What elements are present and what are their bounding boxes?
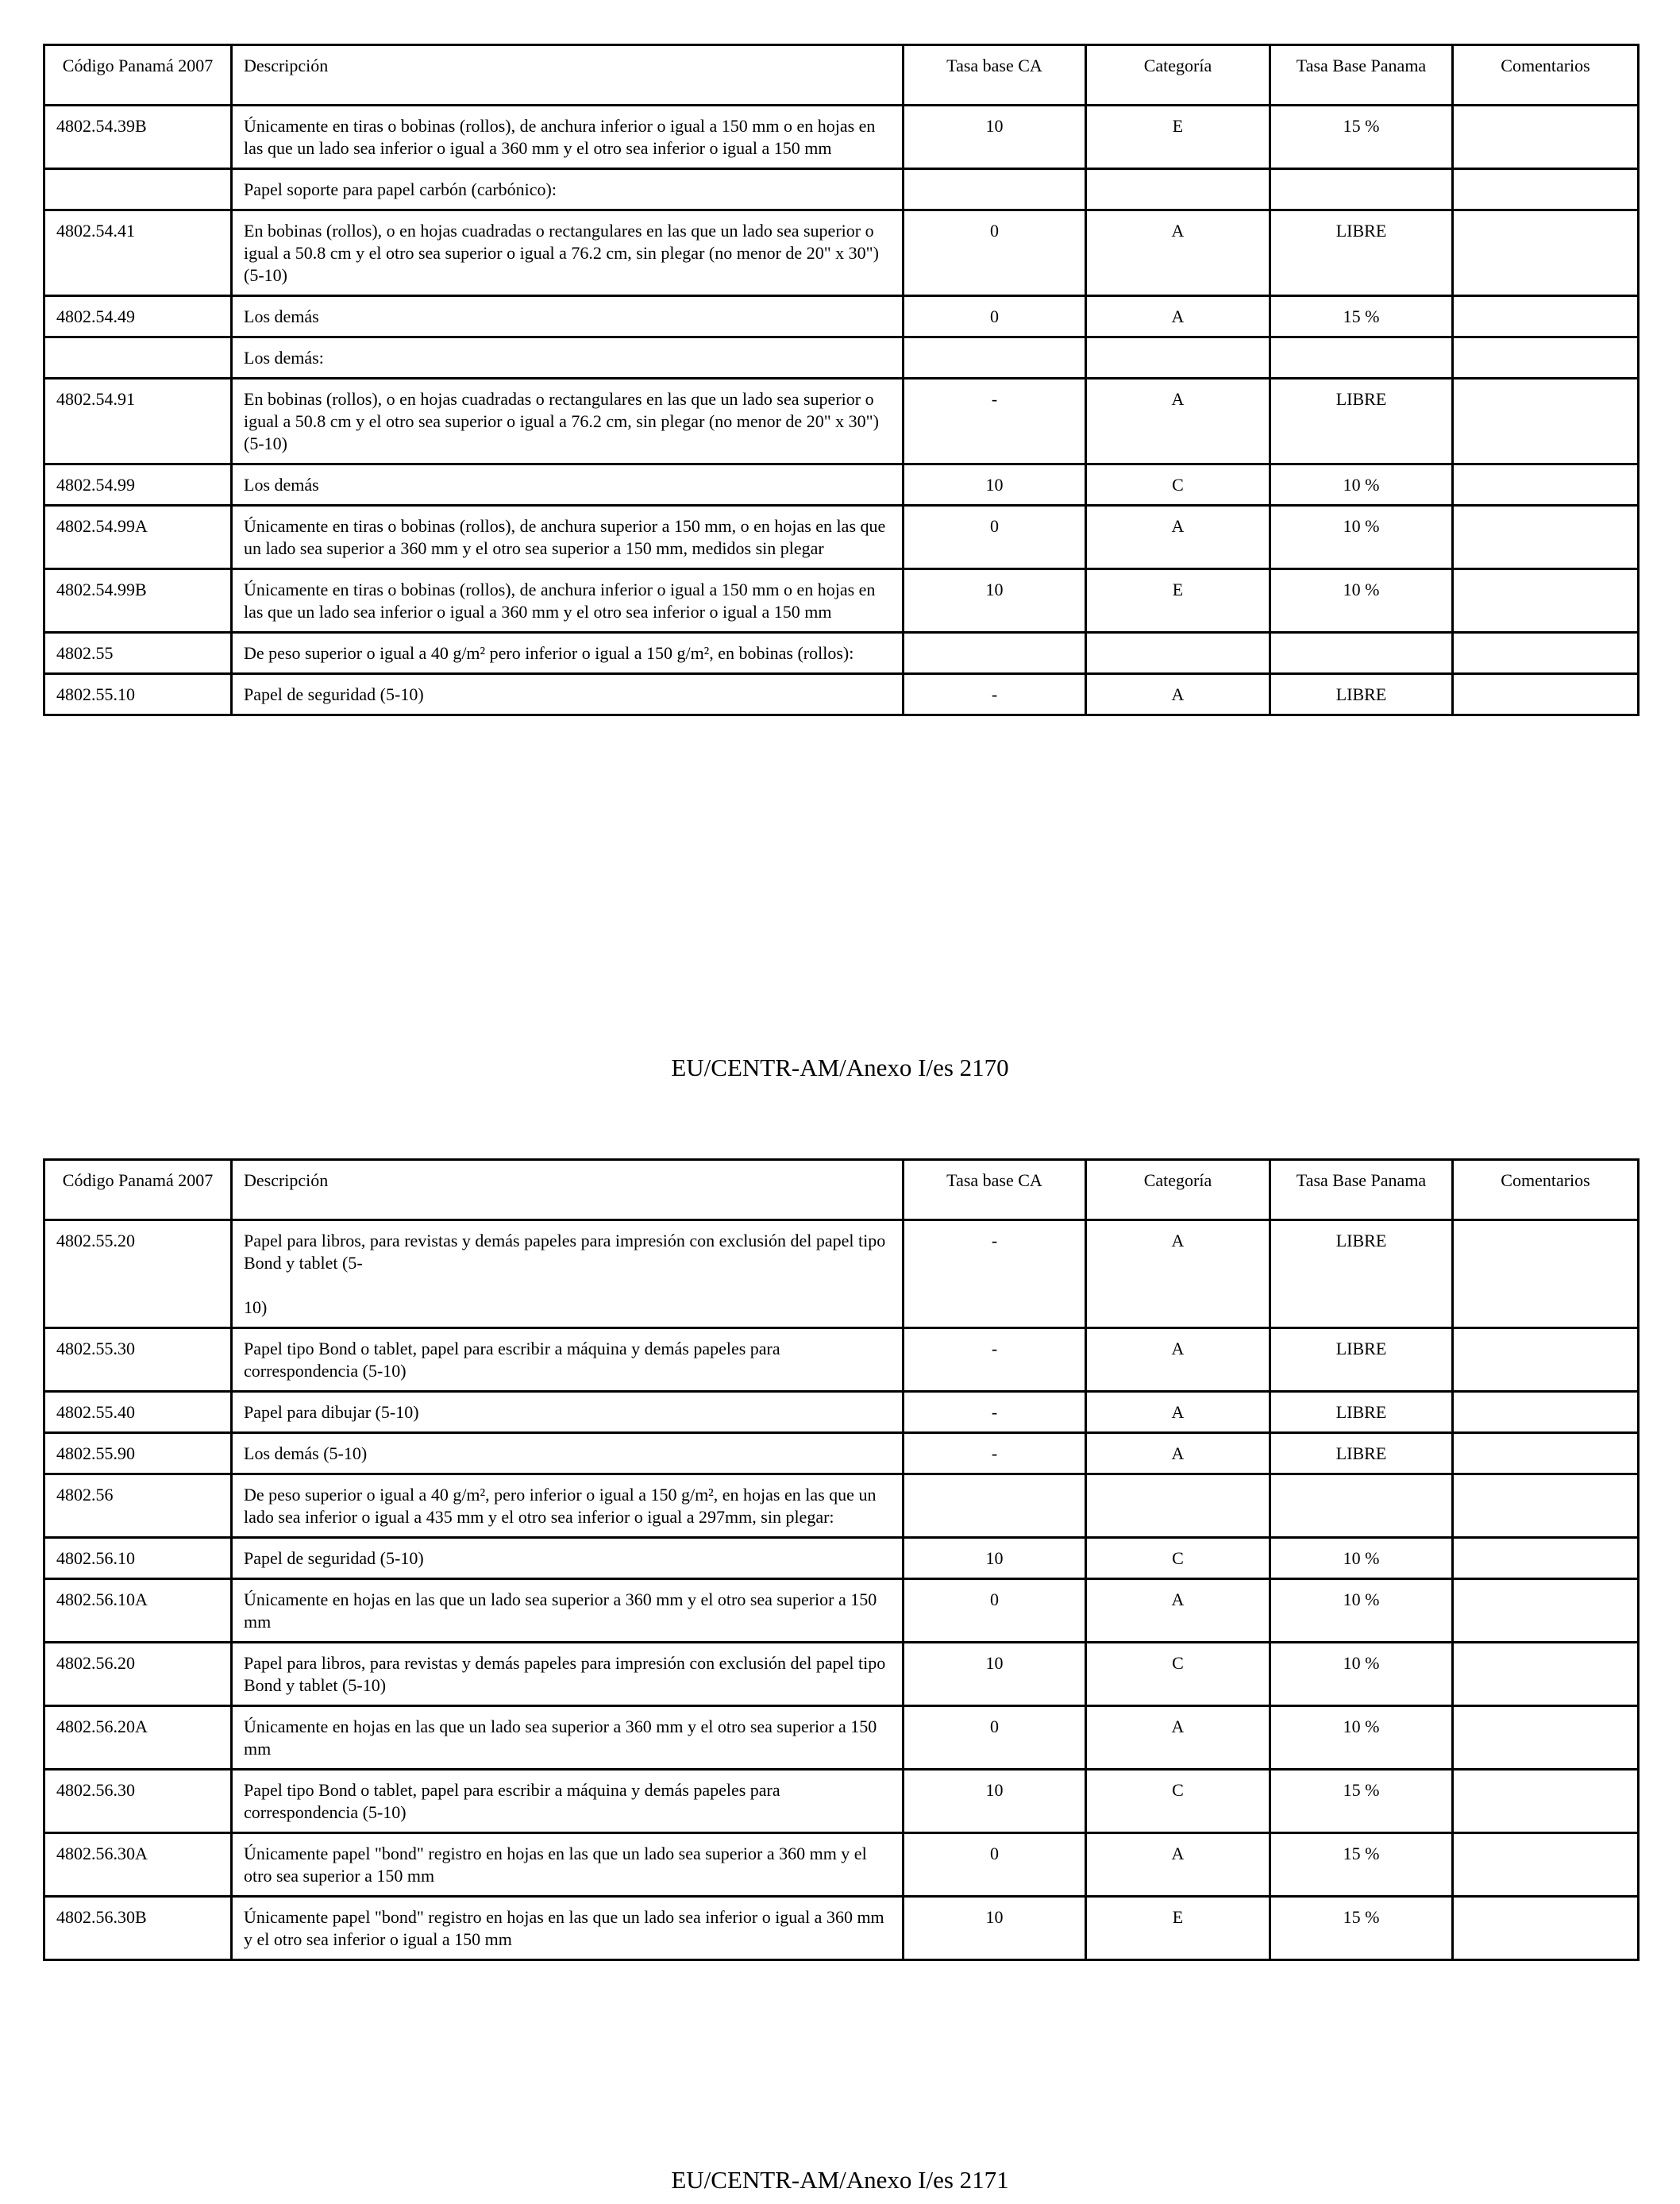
tariff-code-cell: 4802.56.30B <box>44 1897 232 1960</box>
comments-cell <box>1453 210 1639 296</box>
tariff-code-cell: 4802.54.39B <box>44 106 232 169</box>
comments-cell <box>1453 1643 1639 1706</box>
ca-rate-cell: 10 <box>904 1538 1086 1579</box>
tariff-code-cell: 4802.56.20A <box>44 1706 232 1770</box>
description-text: Papel de seguridad (5-10) <box>244 684 424 704</box>
description-cell <box>232 633 904 674</box>
table-row <box>44 1706 1639 1770</box>
panama-rate-cell: 10 % <box>1270 1643 1453 1706</box>
description-text: Papel tipo Bond o tablet, papel para escribir a máquina y demás papeles para correspondencia (5-10) <box>244 1780 780 1822</box>
tariff-code-cell: 4802.54.49 <box>44 296 232 337</box>
comments-cell <box>1453 464 1639 506</box>
ca-rate-cell: 0 <box>904 506 1086 569</box>
description-cell <box>232 106 904 169</box>
panama-rate-cell: 10 % <box>1270 464 1453 506</box>
table-row <box>44 106 1639 169</box>
category-cell: A <box>1086 210 1270 296</box>
comments-cell <box>1453 1328 1639 1392</box>
description-cell <box>232 506 904 569</box>
ca-rate-cell: 10 <box>904 1643 1086 1706</box>
description-cell <box>232 1833 904 1897</box>
header-category: Categoría <box>1086 45 1270 106</box>
description-text: Papel para libros, para revistas y demás papeles para impresión con exclusión del papel tipo Bond y tablet (5- <box>244 1231 886 1273</box>
panama-rate-cell: LIBRE <box>1270 1220 1453 1328</box>
ca-rate-cell: - <box>904 379 1086 464</box>
table-row <box>44 633 1639 674</box>
panama-rate-cell <box>1270 169 1453 210</box>
table-row <box>44 1643 1639 1706</box>
description-text: Papel para dibujar (5-10) <box>244 1402 419 1422</box>
comments-cell <box>1453 106 1639 169</box>
category-cell: E <box>1086 1897 1270 1960</box>
header-ca-rate: Tasa base CA <box>904 1160 1086 1220</box>
description-cell <box>232 569 904 633</box>
header-code: Código Panamá 2007 <box>44 45 232 106</box>
comments-cell <box>1453 1897 1639 1960</box>
comments-cell <box>1453 1433 1639 1474</box>
description-text: Los demás (5-10) <box>244 1443 368 1463</box>
description-text: Únicamente en tiras o bobinas (rollos), de anchura inferior o igual a 150 mm o en hojas en las que un lado sea inferior o igual a 360 mm y el otro sea inferior o igual a 150 mm <box>244 580 876 622</box>
comments-cell <box>1453 379 1639 464</box>
table-row <box>44 1579 1639 1643</box>
tariff-code-cell: 4802.56.10 <box>44 1538 232 1579</box>
comments-cell <box>1453 1770 1639 1833</box>
description-continuation: 10) <box>244 1297 268 1317</box>
category-cell: C <box>1086 464 1270 506</box>
description-cell <box>232 1579 904 1643</box>
tariff-code-cell: 4802.55 <box>44 633 232 674</box>
category-cell: A <box>1086 1579 1270 1643</box>
tariff-code-cell: 4802.55.40 <box>44 1392 232 1433</box>
description-cell <box>232 1328 904 1392</box>
description-cell <box>232 1897 904 1960</box>
tariff-code-cell: 4802.55.20 <box>44 1220 232 1328</box>
category-cell: A <box>1086 1392 1270 1433</box>
tariff-code-cell: 4802.54.91 <box>44 379 232 464</box>
comments-cell <box>1453 169 1639 210</box>
description-cell <box>232 337 904 379</box>
panama-rate-cell <box>1270 1474 1453 1538</box>
description-text: Únicamente en hojas en las que un lado sea superior a 360 mm y el otro sea superior a 150 mm <box>244 1589 877 1632</box>
header-ca-rate: Tasa base CA <box>904 45 1086 106</box>
description-text: Papel para libros, para revistas y demás papeles para impresión con exclusión del papel tipo Bond y tablet (5-10) <box>244 1653 886 1695</box>
category-cell: A <box>1086 1833 1270 1897</box>
ca-rate-cell: 0 <box>904 296 1086 337</box>
table-row <box>44 1392 1639 1433</box>
table-row <box>44 337 1639 379</box>
tariff-table-page-2170 <box>43 44 1640 716</box>
comments-cell <box>1453 506 1639 569</box>
panama-rate-cell: LIBRE <box>1270 674 1453 715</box>
ca-rate-cell <box>904 633 1086 674</box>
table-row <box>44 1897 1639 1960</box>
comments-cell <box>1453 569 1639 633</box>
table-row <box>44 506 1639 569</box>
category-cell: A <box>1086 506 1270 569</box>
header-comments: Comentarios <box>1453 1160 1639 1220</box>
panama-rate-cell: 15 % <box>1270 296 1453 337</box>
category-cell: E <box>1086 106 1270 169</box>
description-cell <box>232 1220 904 1328</box>
page-footer-2171: EU/CENTR-AM/Anexo I/es 2171 <box>671 2166 1009 2194</box>
page-footer-2170: EU/CENTR-AM/Anexo I/es 2170 <box>671 1054 1009 1081</box>
description-cell <box>232 1770 904 1833</box>
comments-cell <box>1453 1579 1639 1643</box>
comments-cell <box>1453 1474 1639 1538</box>
description-cell <box>232 1643 904 1706</box>
ca-rate-cell <box>904 1474 1086 1538</box>
ca-rate-cell: - <box>904 1220 1086 1328</box>
category-cell: A <box>1086 674 1270 715</box>
description-text: Papel soporte para papel carbón (carbónico): <box>244 179 557 199</box>
description-cell <box>232 210 904 296</box>
description-text: Los demás: <box>244 348 324 368</box>
header-panama-rate: Tasa Base Panama <box>1270 1160 1453 1220</box>
table-row <box>44 210 1639 296</box>
ca-rate-cell: - <box>904 674 1086 715</box>
ca-rate-cell: 10 <box>904 1770 1086 1833</box>
ca-rate-cell: 0 <box>904 210 1086 296</box>
tariff-code-cell: 4802.56.10A <box>44 1579 232 1643</box>
comments-cell <box>1453 1220 1639 1328</box>
ca-rate-cell: 0 <box>904 1706 1086 1770</box>
description-text: Papel de seguridad (5-10) <box>244 1548 424 1568</box>
table-row <box>44 1433 1639 1474</box>
comments-cell <box>1453 296 1639 337</box>
description-cell <box>232 1474 904 1538</box>
category-cell: E <box>1086 569 1270 633</box>
table-row <box>44 1770 1639 1833</box>
description-cell <box>232 464 904 506</box>
panama-rate-cell: LIBRE <box>1270 1328 1453 1392</box>
tariff-code-cell: 4802.54.99 <box>44 464 232 506</box>
tariff-code-cell: 4802.56.30 <box>44 1770 232 1833</box>
ca-rate-cell: 10 <box>904 464 1086 506</box>
tariff-code-cell <box>44 337 232 379</box>
table-header-row <box>44 1160 1639 1220</box>
description-cell <box>232 1392 904 1433</box>
tariff-code-cell: 4802.54.41 <box>44 210 232 296</box>
comments-cell <box>1453 1392 1639 1433</box>
description-text: Únicamente papel "bond" registro en hojas en las que un lado sea superior a 360 mm y el otro sea superior a 150 mm <box>244 1844 867 1886</box>
description-text: De peso superior o igual a 40 g/m², pero inferior o igual a 150 g/m², en hojas en las que un lado sea inferior o igual a 435 mm y el otro sea inferior o igual a 297mm, sin plegar: <box>244 1485 877 1527</box>
table-row <box>44 296 1639 337</box>
tariff-code-cell: 4802.54.99B <box>44 569 232 633</box>
table-row <box>44 1833 1639 1897</box>
ca-rate-cell: - <box>904 1433 1086 1474</box>
panama-rate-cell: LIBRE <box>1270 1433 1453 1474</box>
comments-cell <box>1453 633 1639 674</box>
panama-rate-cell <box>1270 633 1453 674</box>
tariff-code-cell: 4802.56 <box>44 1474 232 1538</box>
ca-rate-cell: 10 <box>904 1897 1086 1960</box>
ca-rate-cell: - <box>904 1328 1086 1392</box>
description-text: Únicamente en tiras o bobinas (rollos), de anchura inferior o igual a 150 mm o en hojas en las que un lado sea inferior o igual a 360 mm y el otro sea inferior o igual a 150 mm <box>244 116 876 158</box>
description-text: Los demás <box>244 475 319 495</box>
tariff-code-cell: 4802.55.30 <box>44 1328 232 1392</box>
comments-cell <box>1453 337 1639 379</box>
table-row <box>44 1474 1639 1538</box>
description-text: En bobinas (rollos), o en hojas cuadradas o rectangulares en las que un lado sea superior o igual a 50.8 cm y el otro sea superior o igual a 76.2 cm, sin plegar (no menor de 20" x 30") (5-10) <box>244 221 879 285</box>
description-text: Papel tipo Bond o tablet, papel para escribir a máquina y demás papeles para correspondencia (5-10) <box>244 1339 780 1381</box>
panama-rate-cell: 15 % <box>1270 1833 1453 1897</box>
ca-rate-cell: 0 <box>904 1579 1086 1643</box>
header-code: Código Panamá 2007 <box>44 1160 232 1220</box>
panama-rate-cell: 10 % <box>1270 1579 1453 1643</box>
comments-cell <box>1453 674 1639 715</box>
tariff-code-cell: 4802.54.99A <box>44 506 232 569</box>
panama-rate-cell: 15 % <box>1270 1897 1453 1960</box>
panama-rate-cell: 10 % <box>1270 506 1453 569</box>
description-cell <box>232 1433 904 1474</box>
description-text: Únicamente papel "bond" registro en hojas en las que un lado sea inferior o igual a 360 mm y el otro sea inferior o igual a 150 mm <box>244 1907 884 1949</box>
panama-rate-cell: 10 % <box>1270 569 1453 633</box>
table-row <box>44 569 1639 633</box>
category-cell <box>1086 633 1270 674</box>
description-cell <box>232 296 904 337</box>
category-cell: A <box>1086 379 1270 464</box>
panama-rate-cell: 10 % <box>1270 1706 1453 1770</box>
panama-rate-cell: 15 % <box>1270 1770 1453 1833</box>
table-row <box>44 1328 1639 1392</box>
category-cell: A <box>1086 1433 1270 1474</box>
description-text: Únicamente en tiras o bobinas (rollos), de anchura superior a 150 mm, o en hojas en las que un lado sea superior a 360 mm y el otro sea superior a 150 mm, medidos sin plegar <box>244 516 886 558</box>
description-text: Únicamente en hojas en las que un lado sea superior a 360 mm y el otro sea superior a 150 mm <box>244 1717 877 1759</box>
tariff-code-cell: 4802.55.90 <box>44 1433 232 1474</box>
table-header-row <box>44 45 1639 106</box>
header-category: Categoría <box>1086 1160 1270 1220</box>
ca-rate-cell: 0 <box>904 1833 1086 1897</box>
ca-rate-cell: 10 <box>904 569 1086 633</box>
panama-rate-cell: LIBRE <box>1270 379 1453 464</box>
panama-rate-cell: LIBRE <box>1270 1392 1453 1433</box>
tariff-code-cell <box>44 169 232 210</box>
ca-rate-cell: 10 <box>904 106 1086 169</box>
table-row <box>44 674 1639 715</box>
category-cell: C <box>1086 1643 1270 1706</box>
category-cell: A <box>1086 1220 1270 1328</box>
ca-rate-cell: - <box>904 1392 1086 1433</box>
panama-rate-cell: LIBRE <box>1270 210 1453 296</box>
tariff-code-cell: 4802.55.10 <box>44 674 232 715</box>
category-cell: C <box>1086 1538 1270 1579</box>
comments-cell <box>1453 1538 1639 1579</box>
table-row <box>44 464 1639 506</box>
table-row <box>44 1538 1639 1579</box>
comments-cell <box>1453 1706 1639 1770</box>
description-cell <box>232 379 904 464</box>
category-cell: A <box>1086 1706 1270 1770</box>
description-cell <box>232 1706 904 1770</box>
category-cell <box>1086 1474 1270 1538</box>
panama-rate-cell: 10 % <box>1270 1538 1453 1579</box>
panama-rate-cell: 15 % <box>1270 106 1453 169</box>
header-description: Descripción <box>232 1160 904 1220</box>
description-cell <box>232 674 904 715</box>
table-row <box>44 169 1639 210</box>
description-text: Los demás <box>244 306 319 326</box>
header-panama-rate: Tasa Base Panama <box>1270 45 1453 106</box>
category-cell: A <box>1086 296 1270 337</box>
panama-rate-cell <box>1270 337 1453 379</box>
tariff-code-cell: 4802.56.30A <box>44 1833 232 1897</box>
description-text: En bobinas (rollos), o en hojas cuadradas o rectangulares en las que un lado sea superior o igual a 50.8 cm y el otro sea superior o igual a 76.2 cm, sin plegar (no menor de 20" x 30") (5-10) <box>244 389 879 453</box>
tariff-table-page-2171 <box>43 1158 1640 1961</box>
comments-cell <box>1453 1833 1639 1897</box>
header-description: Descripción <box>232 45 904 106</box>
description-cell <box>232 169 904 210</box>
table-row <box>44 379 1639 464</box>
category-cell: A <box>1086 1328 1270 1392</box>
ca-rate-cell <box>904 337 1086 379</box>
ca-rate-cell <box>904 169 1086 210</box>
description-cell <box>232 1538 904 1579</box>
tariff-code-cell: 4802.56.20 <box>44 1643 232 1706</box>
table-row <box>44 1220 1639 1328</box>
description-text: De peso superior o igual a 40 g/m² pero inferior o igual a 150 g/m², en bobinas (rollos): <box>244 643 854 663</box>
category-cell <box>1086 169 1270 210</box>
category-cell <box>1086 337 1270 379</box>
header-comments: Comentarios <box>1453 45 1639 106</box>
category-cell: C <box>1086 1770 1270 1833</box>
